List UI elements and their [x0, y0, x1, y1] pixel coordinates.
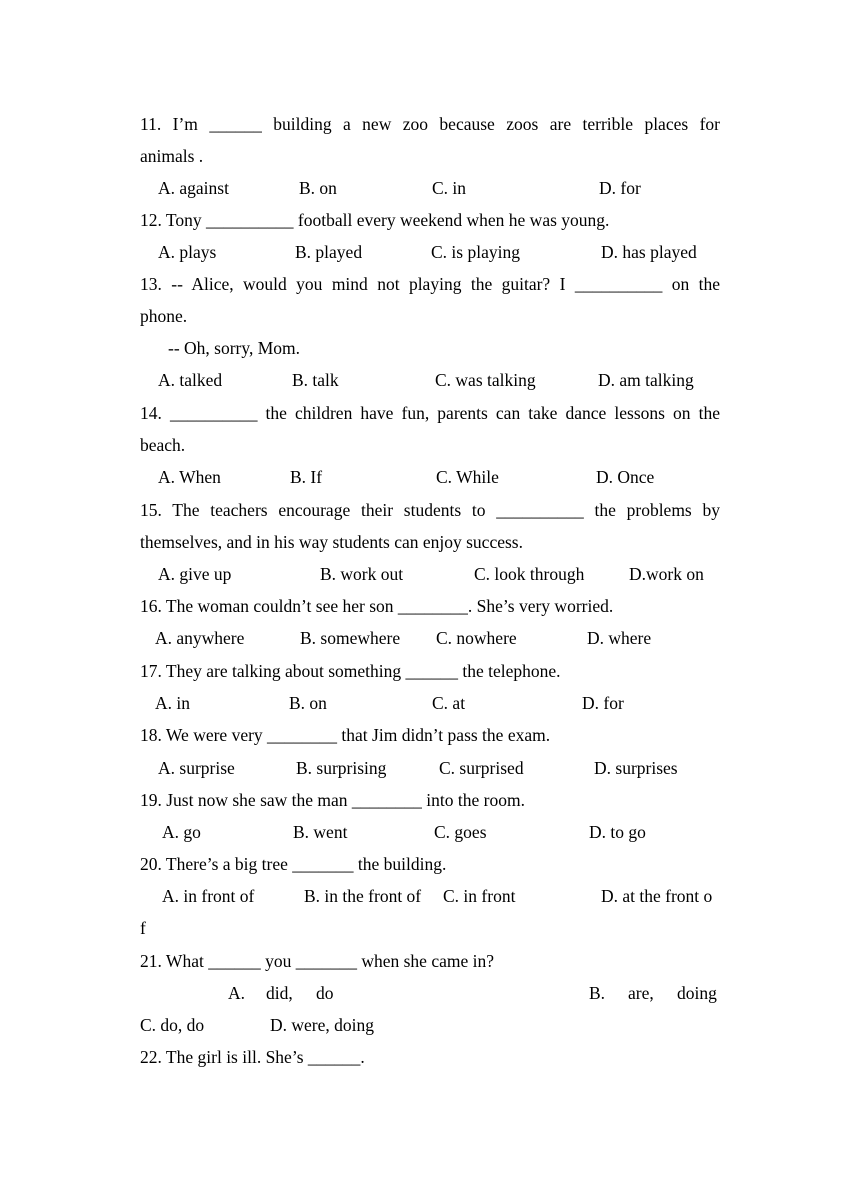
q22-stem: 22. The girl is ill. She’s ______. — [140, 1047, 365, 1067]
q12-stem: 12. Tony __________ football every weekend when he was young. — [140, 210, 610, 230]
q15-option-c: C. look through — [474, 564, 585, 584]
q17-option-d: D. for — [582, 693, 624, 713]
q14-stem-line2: beach. — [140, 435, 186, 455]
q11-option-a: A. against — [158, 178, 229, 198]
q19-options — [140, 816, 720, 848]
q17-stem: 17. They are talking about something ______ the telephone. — [140, 661, 561, 681]
q13-option-a: A. talked — [158, 370, 223, 390]
q14-stem-line1: 14. __________ the children have fun, parents can take dance lessons on the — [140, 403, 720, 423]
q18-options — [140, 752, 720, 784]
q21-option-a-word2: do — [316, 983, 334, 1003]
q19-option-d: D. to go — [589, 822, 646, 842]
q21-options-ab — [140, 977, 720, 1009]
q12-option-b: B. played — [295, 242, 363, 262]
q20-option-b: B. in the front of — [304, 886, 422, 906]
q13-stem-line1: 13. -- Alice, would you mind not playing the guitar? I __________ on the — [140, 274, 720, 294]
q11-option-b: B. on — [299, 178, 337, 198]
q13-stem-line2: phone. — [140, 306, 188, 326]
q21-options-cd — [140, 1009, 720, 1041]
q21-option-b-word2: doing — [677, 983, 717, 1003]
q12-option-c: C. is playing — [431, 242, 520, 262]
q21-option-c: C. do, do — [140, 1015, 205, 1035]
q14-option-c: C. While — [436, 467, 499, 487]
q21-option-b-letter: B. — [589, 983, 606, 1003]
q17-option-a: A. in — [155, 693, 190, 713]
q18-option-a: A. surprise — [158, 758, 235, 778]
q15-stem-line2: themselves, and in his way students can enjoy success. — [140, 532, 523, 552]
q21-option-a-letter: A. — [228, 983, 246, 1003]
q11-stem-line1: 11. I’m ______ building a new zoo because zoos are terrible places for — [140, 114, 720, 134]
q20-options — [140, 880, 720, 912]
q14-option-b: B. If — [290, 467, 323, 487]
q20-option-d-wrap: f — [140, 918, 146, 938]
q16-option-a: A. anywhere — [155, 628, 245, 648]
q19-stem: 19. Just now she saw the man ________ into the room. — [140, 790, 525, 810]
q13-option-b: B. talk — [292, 370, 339, 390]
q14-options — [140, 461, 720, 493]
q16-stem: 16. The woman couldn’t see her son ________. She’s very worried. — [140, 596, 614, 616]
q17-options — [140, 687, 720, 719]
q14-option-a: A. When — [158, 467, 221, 487]
q21-option-d: D. were, doing — [270, 1015, 375, 1035]
q18-stem: 18. We were very ________ that Jim didn’t pass the exam. — [140, 725, 551, 745]
q20-stem: 20. There’s a big tree _______ the building. — [140, 854, 447, 874]
q20-option-d: D. at the front o — [601, 886, 713, 906]
q12-option-d: D. has played — [601, 242, 697, 262]
q11-option-d: D. for — [599, 178, 641, 198]
q15-options — [140, 558, 720, 590]
q13-reply — [140, 332, 720, 364]
q20-option-a: A. in front of — [162, 886, 255, 906]
q20-option-c: C. in front — [443, 886, 516, 906]
q15-option-b: B. work out — [320, 564, 404, 584]
q15-stem-line1: 15. The teachers encourage their students to __________ the problems by — [140, 500, 720, 520]
q21-option-b-word1: are, — [628, 983, 654, 1003]
q16-option-d: D. where — [587, 628, 652, 648]
q11-option-c: C. in — [432, 178, 467, 198]
q16-option-b: B. somewhere — [300, 628, 401, 648]
q15-option-a: A. give up — [158, 564, 232, 584]
q21-option-a-word1: did, — [266, 983, 293, 1003]
q16-option-c: C. nowhere — [436, 628, 517, 648]
q12-options — [140, 236, 720, 268]
q13-options — [140, 364, 720, 396]
q11-options — [140, 172, 720, 204]
q18-option-d: D. surprises — [594, 758, 678, 778]
q14-option-d: D. Once — [596, 467, 655, 487]
q13-option-d: D. am talking — [598, 370, 694, 390]
q19-option-b: B. went — [293, 822, 348, 842]
q13-reply-text: -- Oh, sorry, Mom. — [168, 338, 301, 358]
q13-option-c: C. was talking — [435, 370, 536, 390]
q16-options — [140, 622, 720, 654]
q11-stem-line2: animals . — [140, 146, 204, 166]
q19-option-a: A. go — [162, 822, 201, 842]
q18-option-b: B. surprising — [296, 758, 387, 778]
q17-option-b: B. on — [289, 693, 327, 713]
q15-option-d: D.work on — [629, 564, 704, 584]
q18-option-c: C. surprised — [439, 758, 524, 778]
q19-option-c: C. goes — [434, 822, 487, 842]
q12-option-a: A. plays — [158, 242, 217, 262]
q17-option-c: C. at — [432, 693, 466, 713]
q21-stem: 21. What ______ you _______ when she came in? — [140, 951, 494, 971]
